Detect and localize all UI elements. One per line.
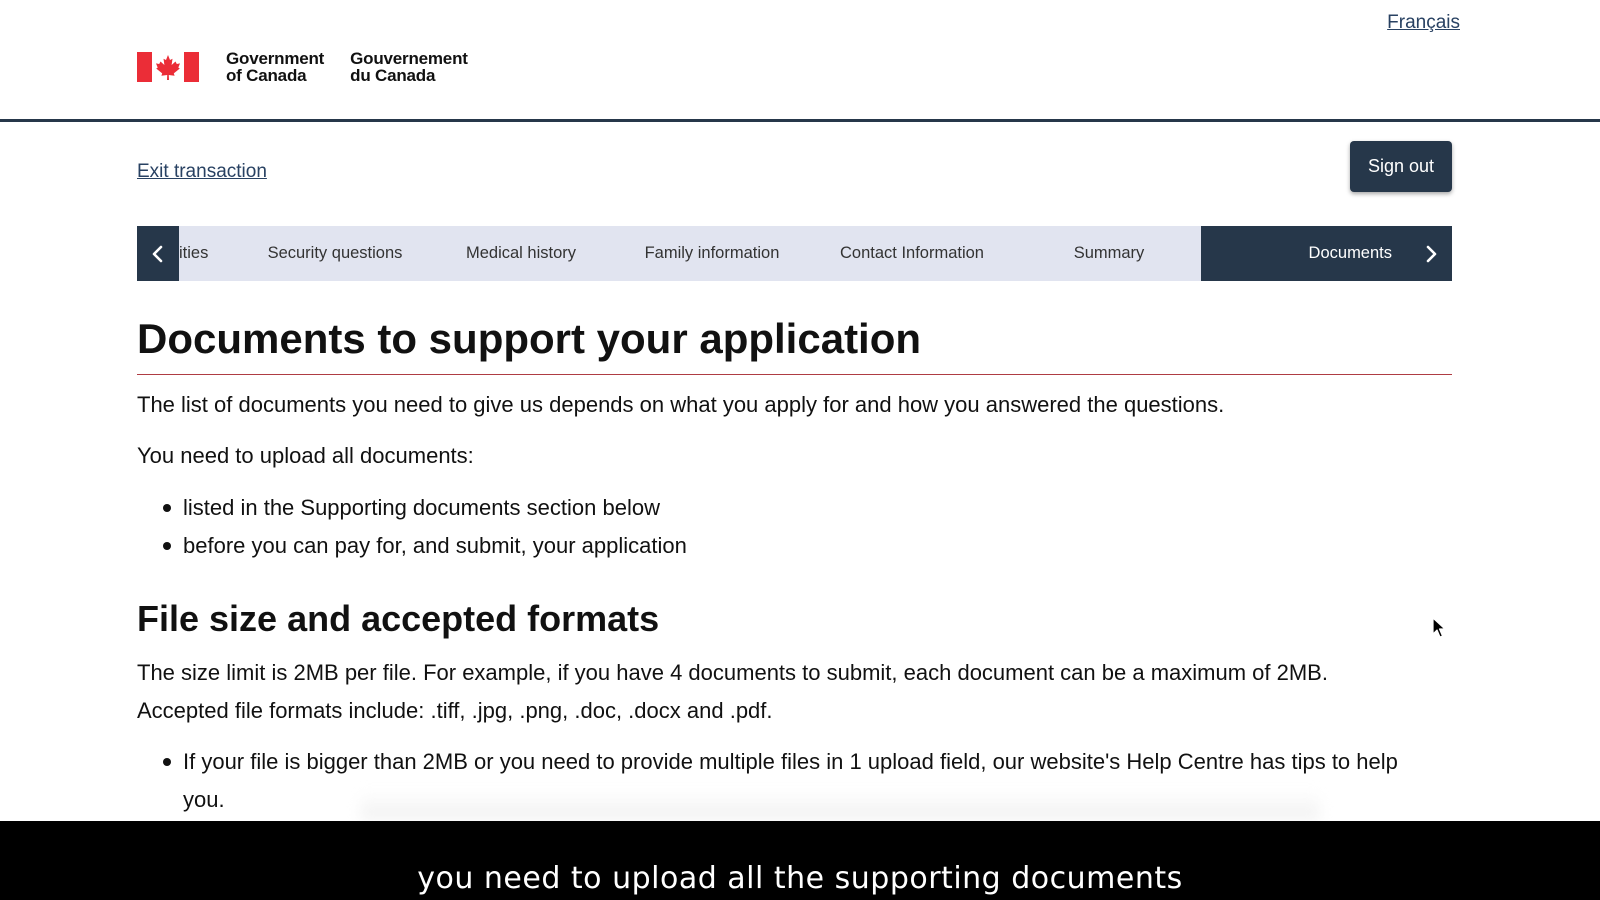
language-toggle-link[interactable]: Français — [1387, 12, 1460, 33]
list-item: listed in the Supporting documents section below — [137, 489, 687, 527]
chevron-right-icon — [1424, 245, 1438, 263]
caption-text: you need to upload all the supporting documents — [417, 861, 1183, 896]
exit-transaction-link[interactable]: Exit transaction — [137, 161, 267, 182]
step-tab-summary[interactable]: Summary — [1073, 244, 1145, 262]
step-tab-security-questions[interactable]: Security questions — [267, 244, 403, 262]
video-caption-bar — [0, 821, 1600, 900]
step-tab-medical-history[interactable]: Medical history — [465, 244, 577, 262]
list-item: If your file is bigger than 2MB or you need to provide multiple files in 1 upload field, our website's Help Centre has tips to help you. — [137, 743, 1437, 819]
signature-english: Government of Canada — [226, 49, 325, 85]
step-tab-contact-information[interactable]: Contact Information — [840, 244, 984, 262]
next-step-button[interactable] — [1410, 226, 1452, 281]
file-size-heading: File size and accepted formats — [137, 598, 660, 639]
step-navigation — [137, 226, 1452, 281]
upload-lead-paragraph: You need to upload all documents: — [137, 443, 474, 468]
canada-flag-icon — [137, 52, 199, 82]
accepted-formats-paragraph: Accepted file formats include: .tiff, .jpg, .png, .doc, .docx and .pdf. — [137, 698, 773, 723]
step-tab-family-information[interactable]: Family information — [644, 244, 780, 262]
government-signature[interactable] — [137, 50, 468, 84]
intro-paragraph: The list of documents you need to give us depends on what you apply for and how you answered the questions. — [137, 392, 1225, 417]
upload-requirements-list — [137, 489, 687, 565]
chevron-left-icon — [151, 245, 165, 263]
list-item: before you can pay for, and submit, your application — [137, 527, 687, 565]
step-tab-partial[interactable]: ities — [179, 244, 209, 262]
sign-out-button[interactable]: Sign out — [1350, 141, 1452, 192]
step-tab-documents[interactable]: Documents — [1201, 226, 1410, 281]
site-header — [0, 0, 1600, 122]
mouse-pointer-icon — [1432, 617, 1446, 639]
previous-step-button[interactable] — [137, 226, 179, 281]
caption-shadow — [360, 790, 1320, 820]
page-title: Documents to support your application — [137, 310, 1452, 375]
size-limit-paragraph: The size limit is 2MB per file. For example, if you have 4 documents to submit, each document can be a maximum of 2MB. — [137, 660, 1328, 685]
signature-french: Gouvernement du Canada — [350, 49, 468, 85]
